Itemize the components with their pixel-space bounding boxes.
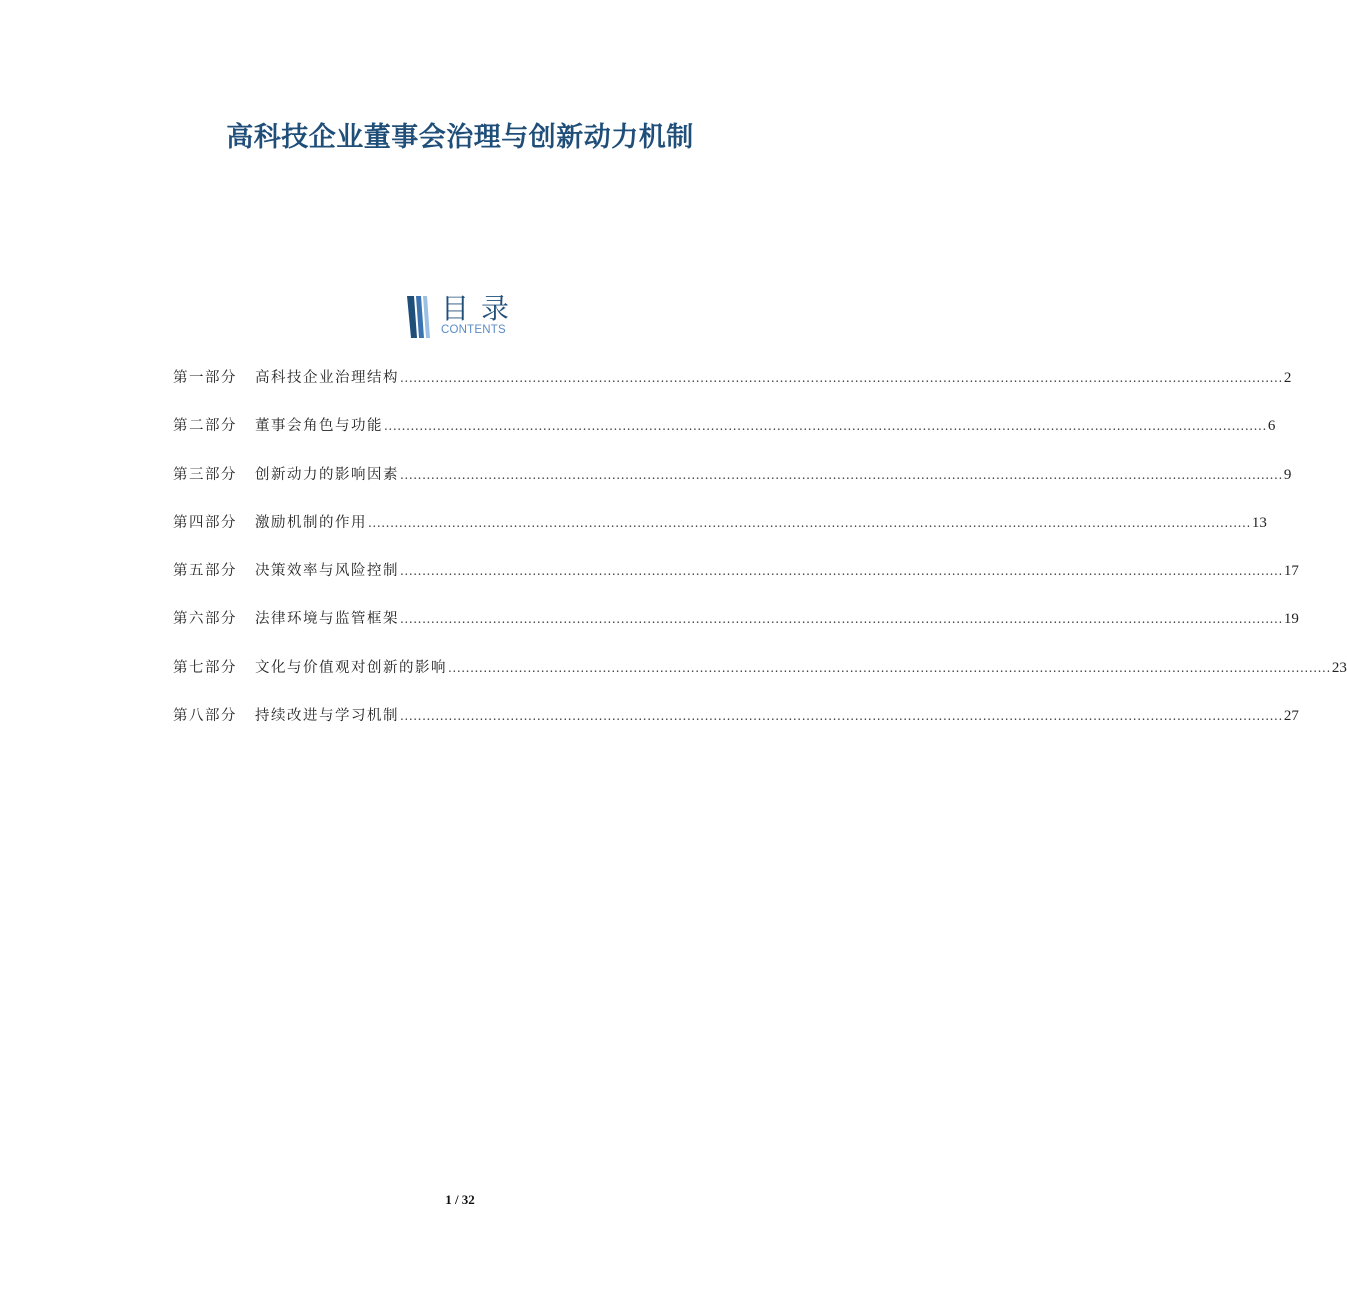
- toc-entry[interactable]: [173, 414, 1276, 462]
- page-indicator: 1 / 32: [445, 1192, 475, 1207]
- toc-subheading: CONTENTS: [441, 324, 506, 336]
- toc-dot-leader: ........................................................................................................................................................................................................: [400, 467, 1283, 482]
- toc-entry-page[interactable]: 13: [1251, 514, 1267, 531]
- toc-header: [405, 293, 525, 343]
- toc-entry-title[interactable]: 创新动力的影响因素: [255, 466, 399, 483]
- toc-entry-title[interactable]: 持续改进与学习机制: [255, 708, 399, 725]
- toc-entry-page[interactable]: 17: [1283, 563, 1299, 580]
- toc-entry-part: 第一部分: [173, 370, 237, 386]
- toc-entry[interactable]: [173, 704, 1299, 752]
- toc-entry-part: 第五部分: [173, 563, 237, 580]
- toc-entry-part: 第八部分: [173, 708, 237, 725]
- toc-entry-title[interactable]: 董事会角色与功能: [255, 418, 383, 435]
- toc-entry[interactable]: [173, 607, 1299, 655]
- toc-dot-leader: ........................................................................................................................................................................................................: [400, 709, 1283, 724]
- toc-heading: 目录: [441, 292, 522, 325]
- toc-entry-part: 第七部分: [173, 659, 237, 676]
- toc-dot-leader: ........................................................................................................................................................................................................: [400, 564, 1283, 579]
- toc-entry-part: 第四部分: [173, 514, 237, 531]
- toc-entry-part: 第二部分: [173, 418, 237, 435]
- toc-entry[interactable]: [173, 511, 1267, 559]
- toc-dot-leader: ........................................................................................................................................................................................................: [400, 612, 1283, 627]
- toc-dot-leader: ........................................................................................................................................................................................................: [400, 371, 1283, 385]
- toc-entry[interactable]: [173, 463, 1292, 511]
- toc-entry-part: 第六部分: [173, 611, 237, 628]
- document-title: 高科技企业董事会治理与创新动力机制: [226, 122, 694, 153]
- toc-entry[interactable]: [173, 656, 1347, 704]
- toc-entry-page[interactable]: 27: [1283, 708, 1299, 725]
- toc-entry-page[interactable]: 23: [1331, 659, 1347, 676]
- toc-entry-title[interactable]: 法律环境与监管框架: [255, 611, 399, 628]
- toc-entry-page[interactable]: 19: [1283, 611, 1299, 628]
- toc-entry-title[interactable]: 决策效率与风险控制: [255, 563, 399, 580]
- toc-dot-leader: ........................................................................................................................................................................................................: [368, 515, 1251, 530]
- toc-entry-page[interactable]: 9: [1283, 466, 1292, 483]
- toc-entry[interactable]: [173, 366, 1292, 414]
- table-of-contents: [173, 366, 1347, 752]
- toc-entry-page[interactable]: 2: [1283, 370, 1292, 386]
- book-stripes-icon: [405, 295, 431, 339]
- toc-entry[interactable]: [173, 559, 1299, 607]
- toc-dot-leader: ........................................................................................................................................................................................................: [384, 419, 1267, 434]
- toc-entry-title[interactable]: 激励机制的作用: [255, 514, 367, 531]
- toc-dot-leader: ........................................................................................................................................................................................................: [448, 660, 1331, 675]
- toc-entry-page[interactable]: 6: [1267, 418, 1276, 435]
- toc-entry-part: 第三部分: [173, 466, 237, 483]
- toc-entry-title[interactable]: 高科技企业治理结构: [255, 370, 399, 386]
- toc-entry-title[interactable]: 文化与价值观对创新的影响: [255, 659, 447, 676]
